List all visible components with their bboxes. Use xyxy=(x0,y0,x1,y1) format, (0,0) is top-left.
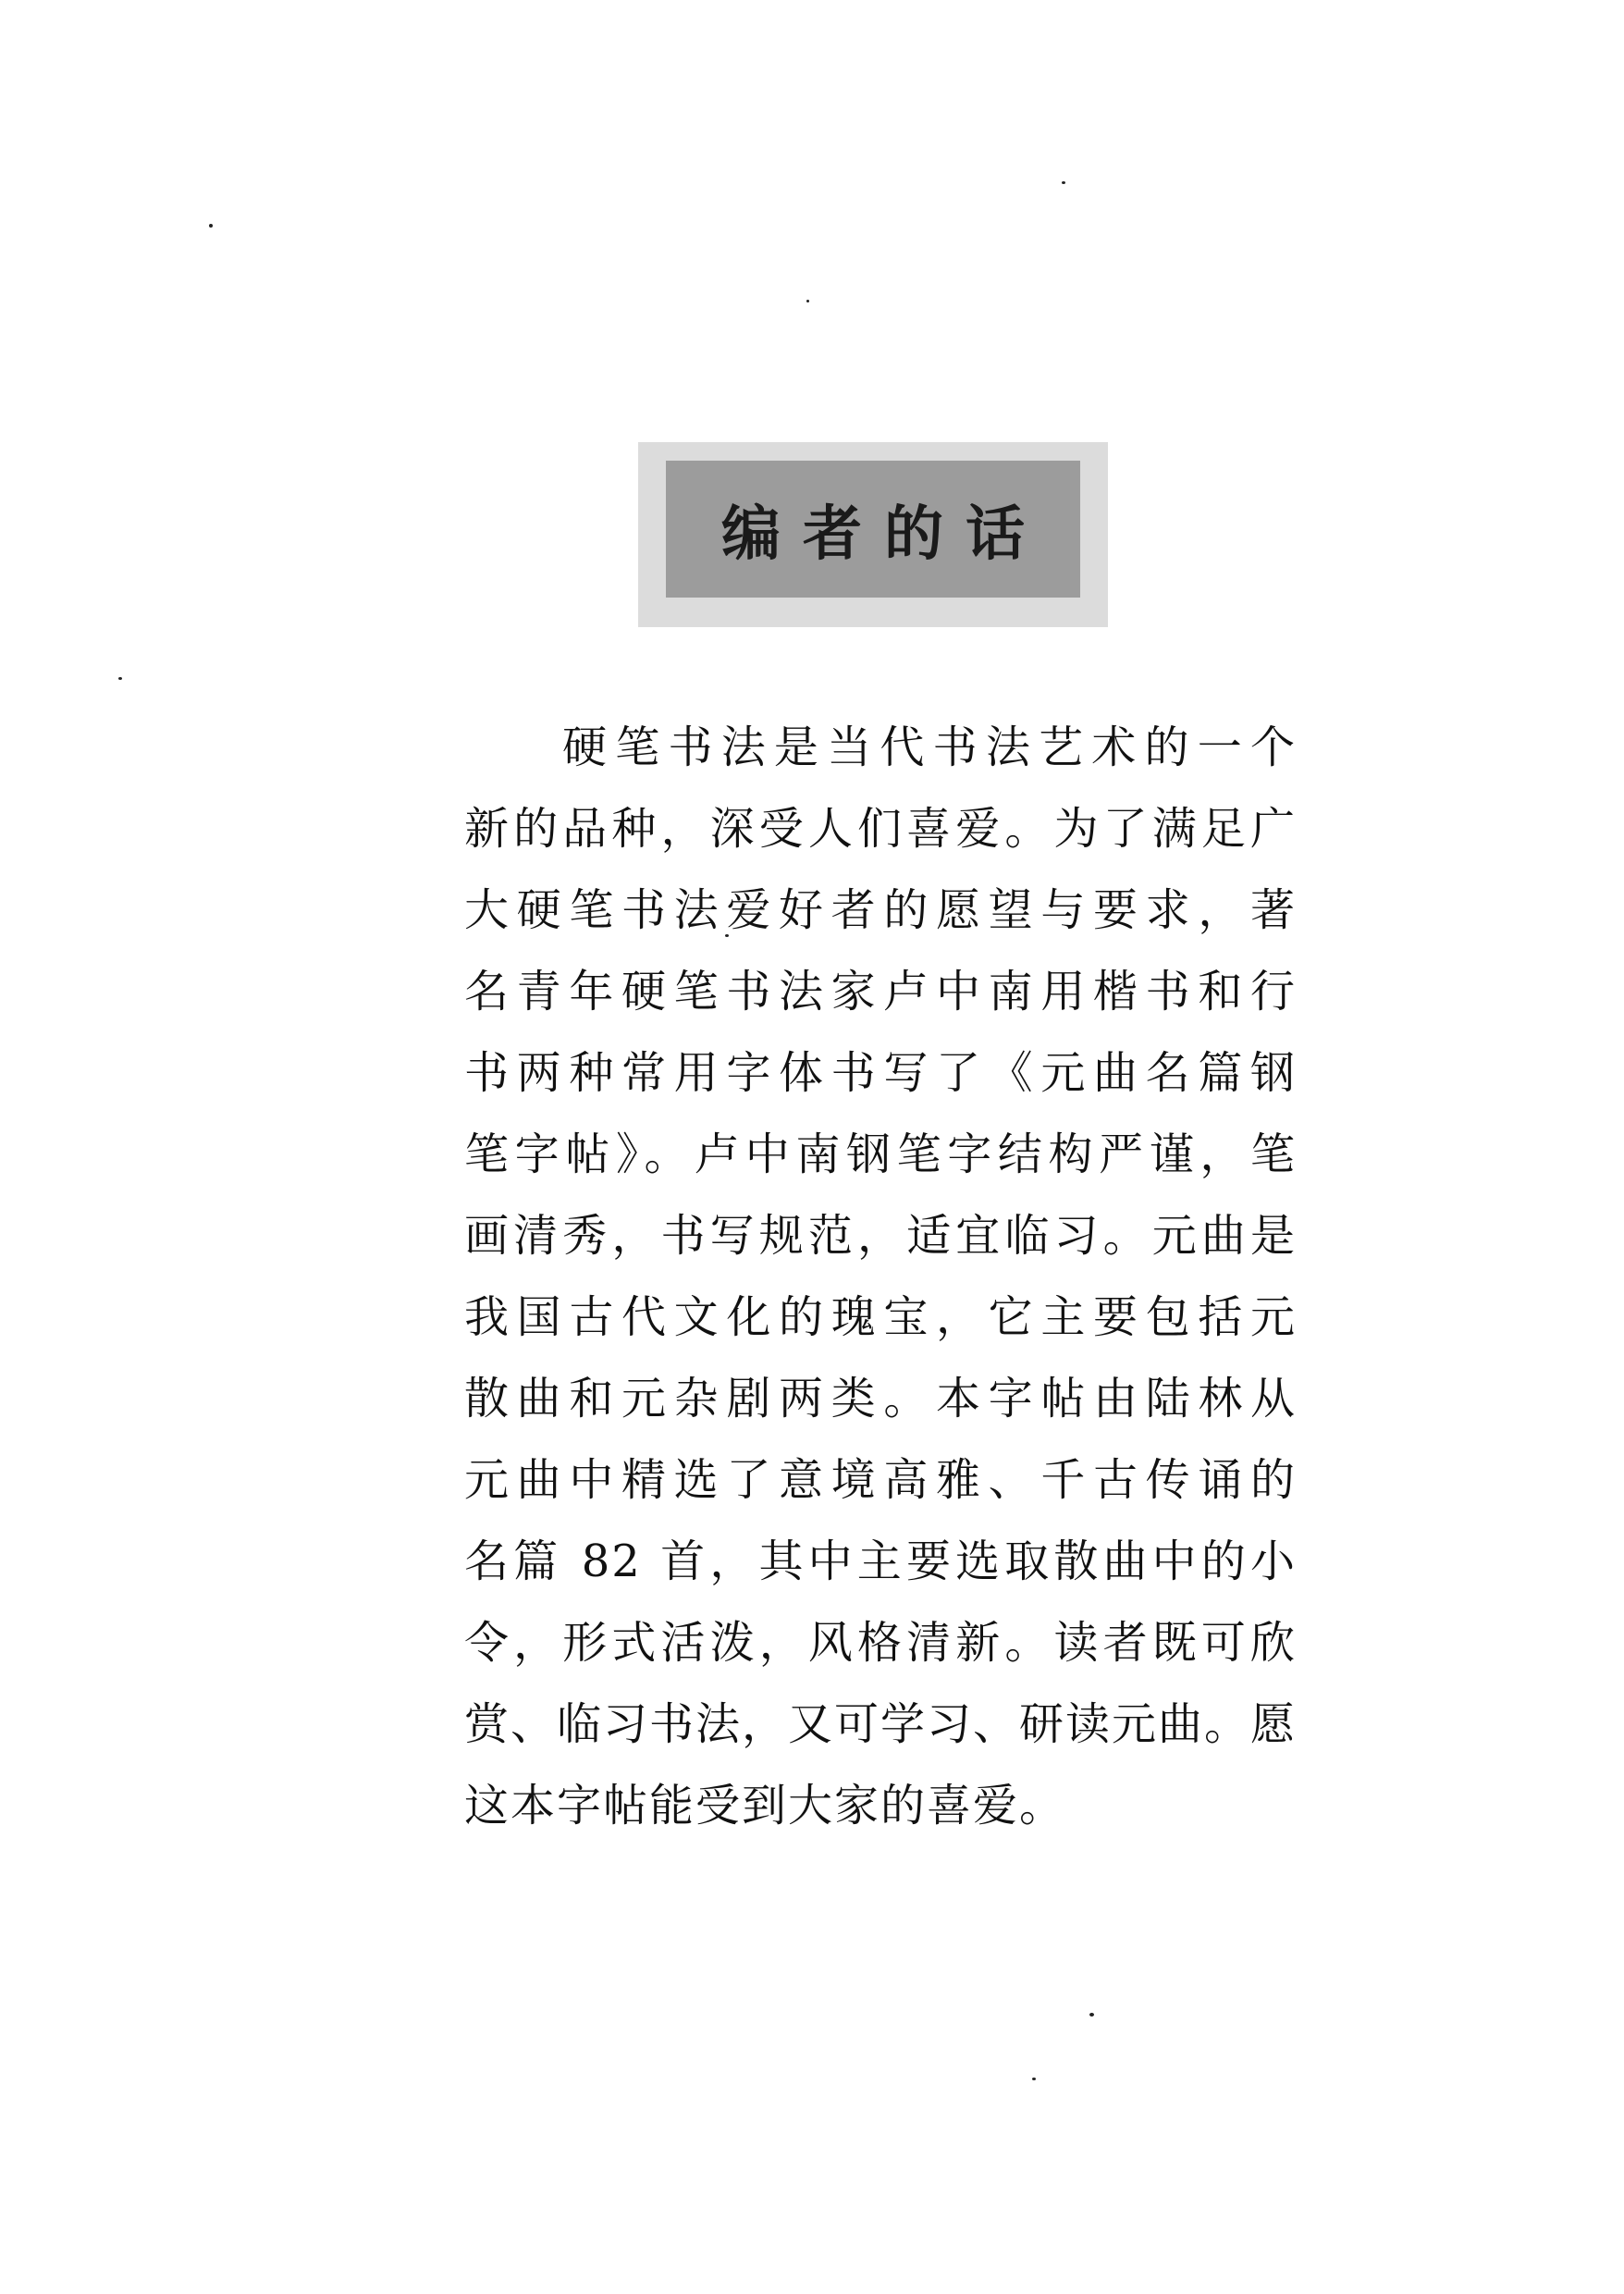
text-line: 画清秀，书写规范，适宜临习。元曲是 xyxy=(464,1210,1297,1262)
text-line: 书两种常用字体书写了《元曲名篇钢 xyxy=(464,1047,1297,1099)
text-line: 大硬笔书法爱好者的愿望与要求，著 xyxy=(464,884,1297,936)
text-line: 笔字帖》。卢中南钢笔字结构严谨，笔 xyxy=(464,1128,1297,1180)
scan-speck xyxy=(118,677,122,680)
text-line: 名青年硬笔书法家卢中南用楷书和行 xyxy=(464,966,1297,1018)
text-line: 这本字帖能受到大家的喜爱。 xyxy=(464,1780,1066,1832)
scan-speck xyxy=(806,300,809,302)
text-line: 元曲中精选了意境高雅、千古传诵的 xyxy=(464,1454,1297,1506)
text-line: 散曲和元杂剧两类。本字帖由陆林从 xyxy=(464,1373,1297,1424)
text-line: 新的品种，深受人们喜爱。为了满足广 xyxy=(464,803,1297,855)
scan-speck xyxy=(209,224,213,228)
preface-body xyxy=(464,707,1297,1846)
text-line: 名篇 82 首，其中主要选取散曲中的小 xyxy=(464,1536,1297,1587)
text-line: 令，形式活泼，风格清新。读者既可欣 xyxy=(464,1617,1297,1669)
text-line: 我国古代文化的瑰宝，它主要包括元 xyxy=(464,1291,1297,1343)
page-title: 编者的话 xyxy=(721,500,1047,569)
scan-speck xyxy=(1062,181,1065,184)
scan-speck xyxy=(1032,2078,1036,2080)
title-frame xyxy=(638,442,1108,627)
title-box xyxy=(666,461,1080,598)
text-line: 赏、临习书法，又可学习、研读元曲。愿 xyxy=(464,1698,1298,1750)
scan-speck xyxy=(1089,2013,1094,2016)
text-line: 硬笔书法是当代书法艺术的一个 xyxy=(562,722,1297,773)
